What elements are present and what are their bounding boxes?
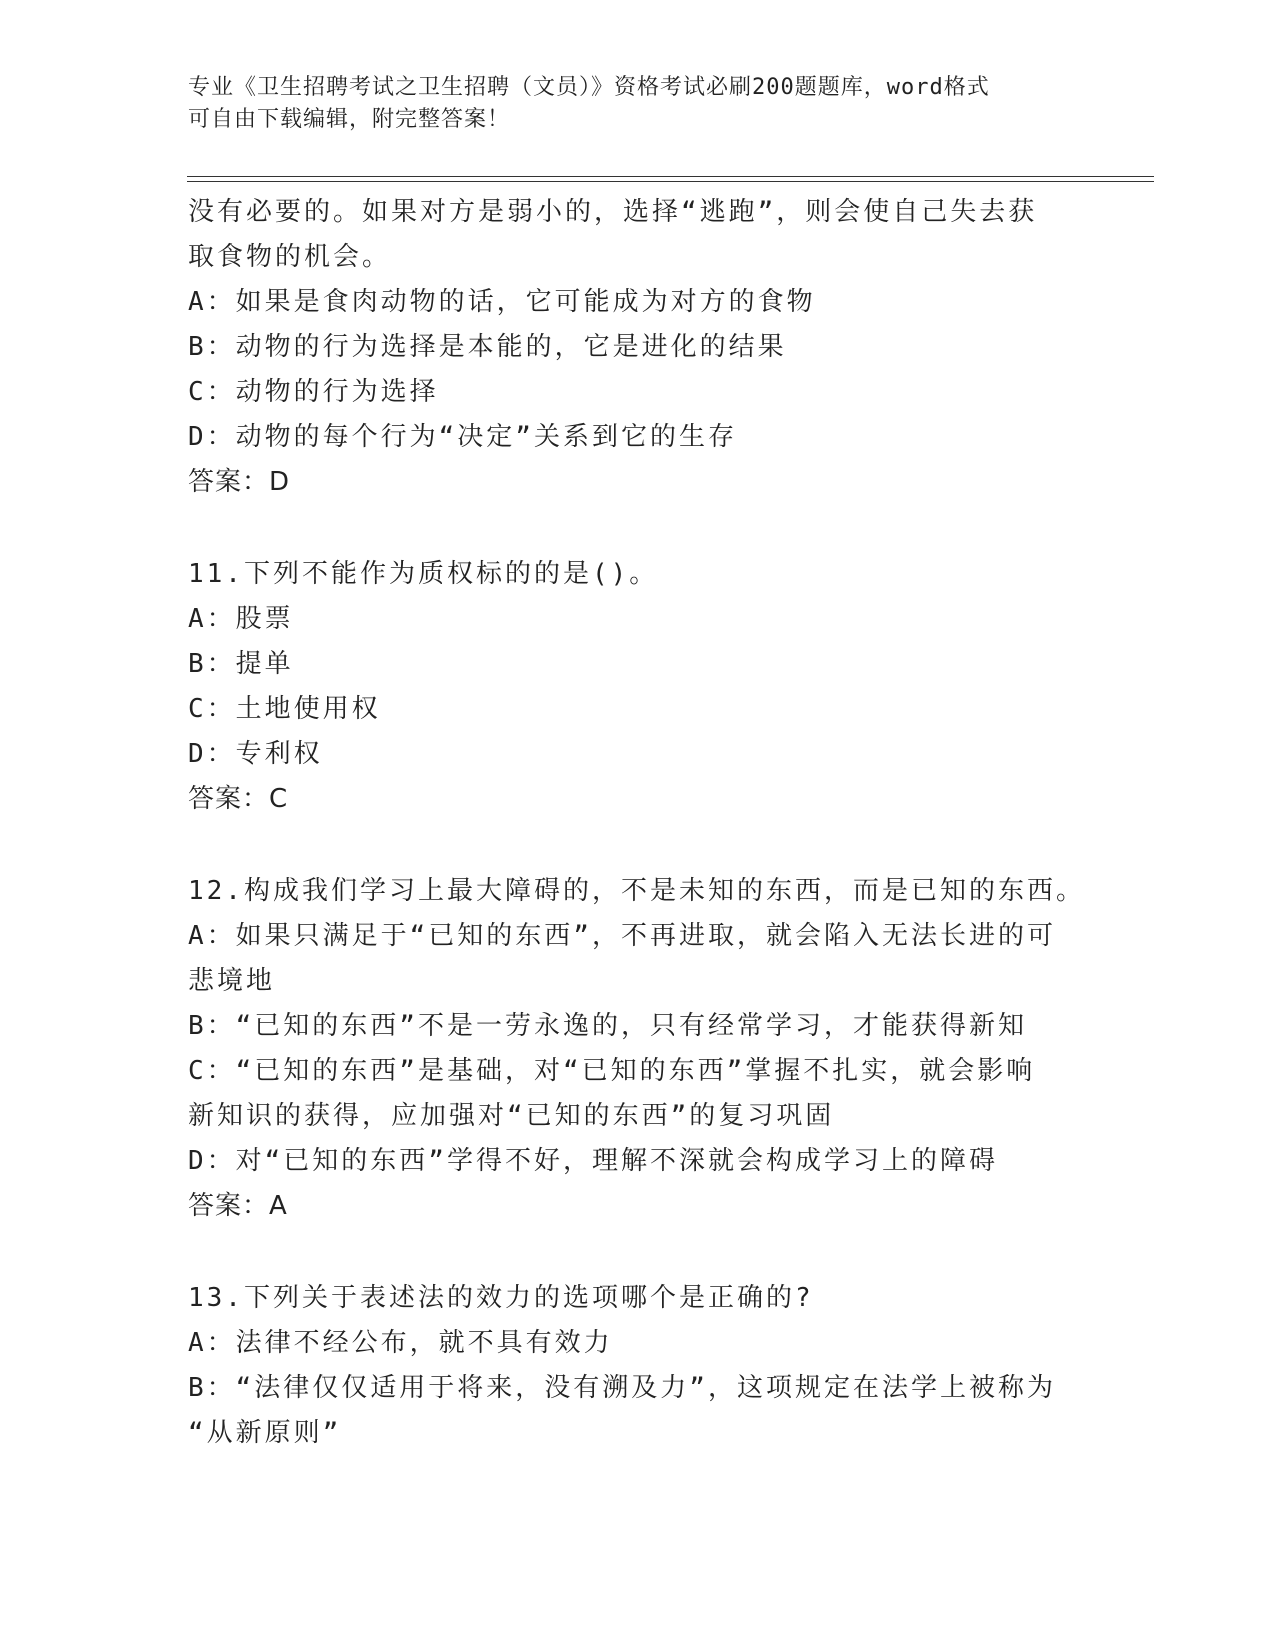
q11-option-b: B：提单: [188, 649, 294, 679]
q11-answer: 答案：C: [188, 784, 289, 814]
q12-option-c-line-1: C：“已知的东西”是基础，对“已知的东西”掌握不扎实，就会影响: [188, 1056, 1036, 1086]
q12-option-a-line-2: 悲境地: [188, 966, 276, 996]
document-body: [188, 190, 1088, 1456]
q10-option-b: B：动物的行为选择是本能的，它是进化的结果: [188, 332, 787, 362]
q10-option-a: A：如果是食肉动物的话，它可能成为对方的食物: [188, 287, 816, 317]
q12-option-a-line-1: A：如果只满足于“已知的东西”，不再进取，就会陷入无法长进的可: [188, 921, 1056, 951]
q11-option-a: A：股票: [188, 604, 294, 634]
intro-text-line-1: 没有必要的。如果对方是弱小的，选择“逃跑”，则会使自己失去获: [188, 197, 1038, 227]
q11-option-c: C：土地使用权: [188, 694, 381, 724]
q13-option-b-line-1: B：“法律仅仅适用于将来，没有溯及力”，这项规定在法学上被称为: [188, 1373, 1056, 1403]
q13-option-a: A：法律不经公布，就不具有效力: [188, 1328, 613, 1358]
q10-answer: 答案：D: [188, 467, 291, 497]
header-line-2: 可自由下载编辑，附完整答案！: [188, 107, 511, 132]
header-divider-top: [187, 176, 1154, 177]
q12-option-b: B：“已知的东西”不是一劳永逸的，只有经常学习，才能获得新知: [188, 1011, 1027, 1041]
q12-option-d: D：对“已知的东西”学得不好，理解不深就会构成学习上的障碍: [188, 1146, 998, 1176]
document-header: [188, 72, 1068, 136]
header-line-1: 专业《卫生招聘考试之卫生招聘（文员）》资格考试必刷200题题库，word格式: [188, 75, 990, 100]
q11-option-d: D：专利权: [188, 739, 323, 769]
intro-text-line-2: 取食物的机会。: [188, 242, 392, 272]
spacer: [188, 505, 1088, 552]
q13-question: 13.下列关于表述法的效力的选项哪个是正确的?: [188, 1283, 814, 1313]
spacer: [188, 1229, 1088, 1276]
q12-question: 12.构成我们学习上最大障碍的，不是未知的东西，而是已知的东西。: [188, 876, 1085, 906]
q12-option-c-line-2: 新知识的获得，应加强对“已知的东西”的复习巩固: [188, 1101, 835, 1131]
spacer: [188, 822, 1088, 869]
q10-option-c: C：动物的行为选择: [188, 377, 439, 407]
q11-question: 11.下列不能作为质权标的的是()。: [188, 559, 659, 589]
q12-answer: 答案：A: [188, 1191, 288, 1221]
q13-option-b-line-2: “从新原则”: [188, 1418, 342, 1448]
q10-option-d: D：动物的每个行为“决定”关系到它的生存: [188, 422, 737, 452]
header-divider-bottom: [187, 181, 1154, 182]
